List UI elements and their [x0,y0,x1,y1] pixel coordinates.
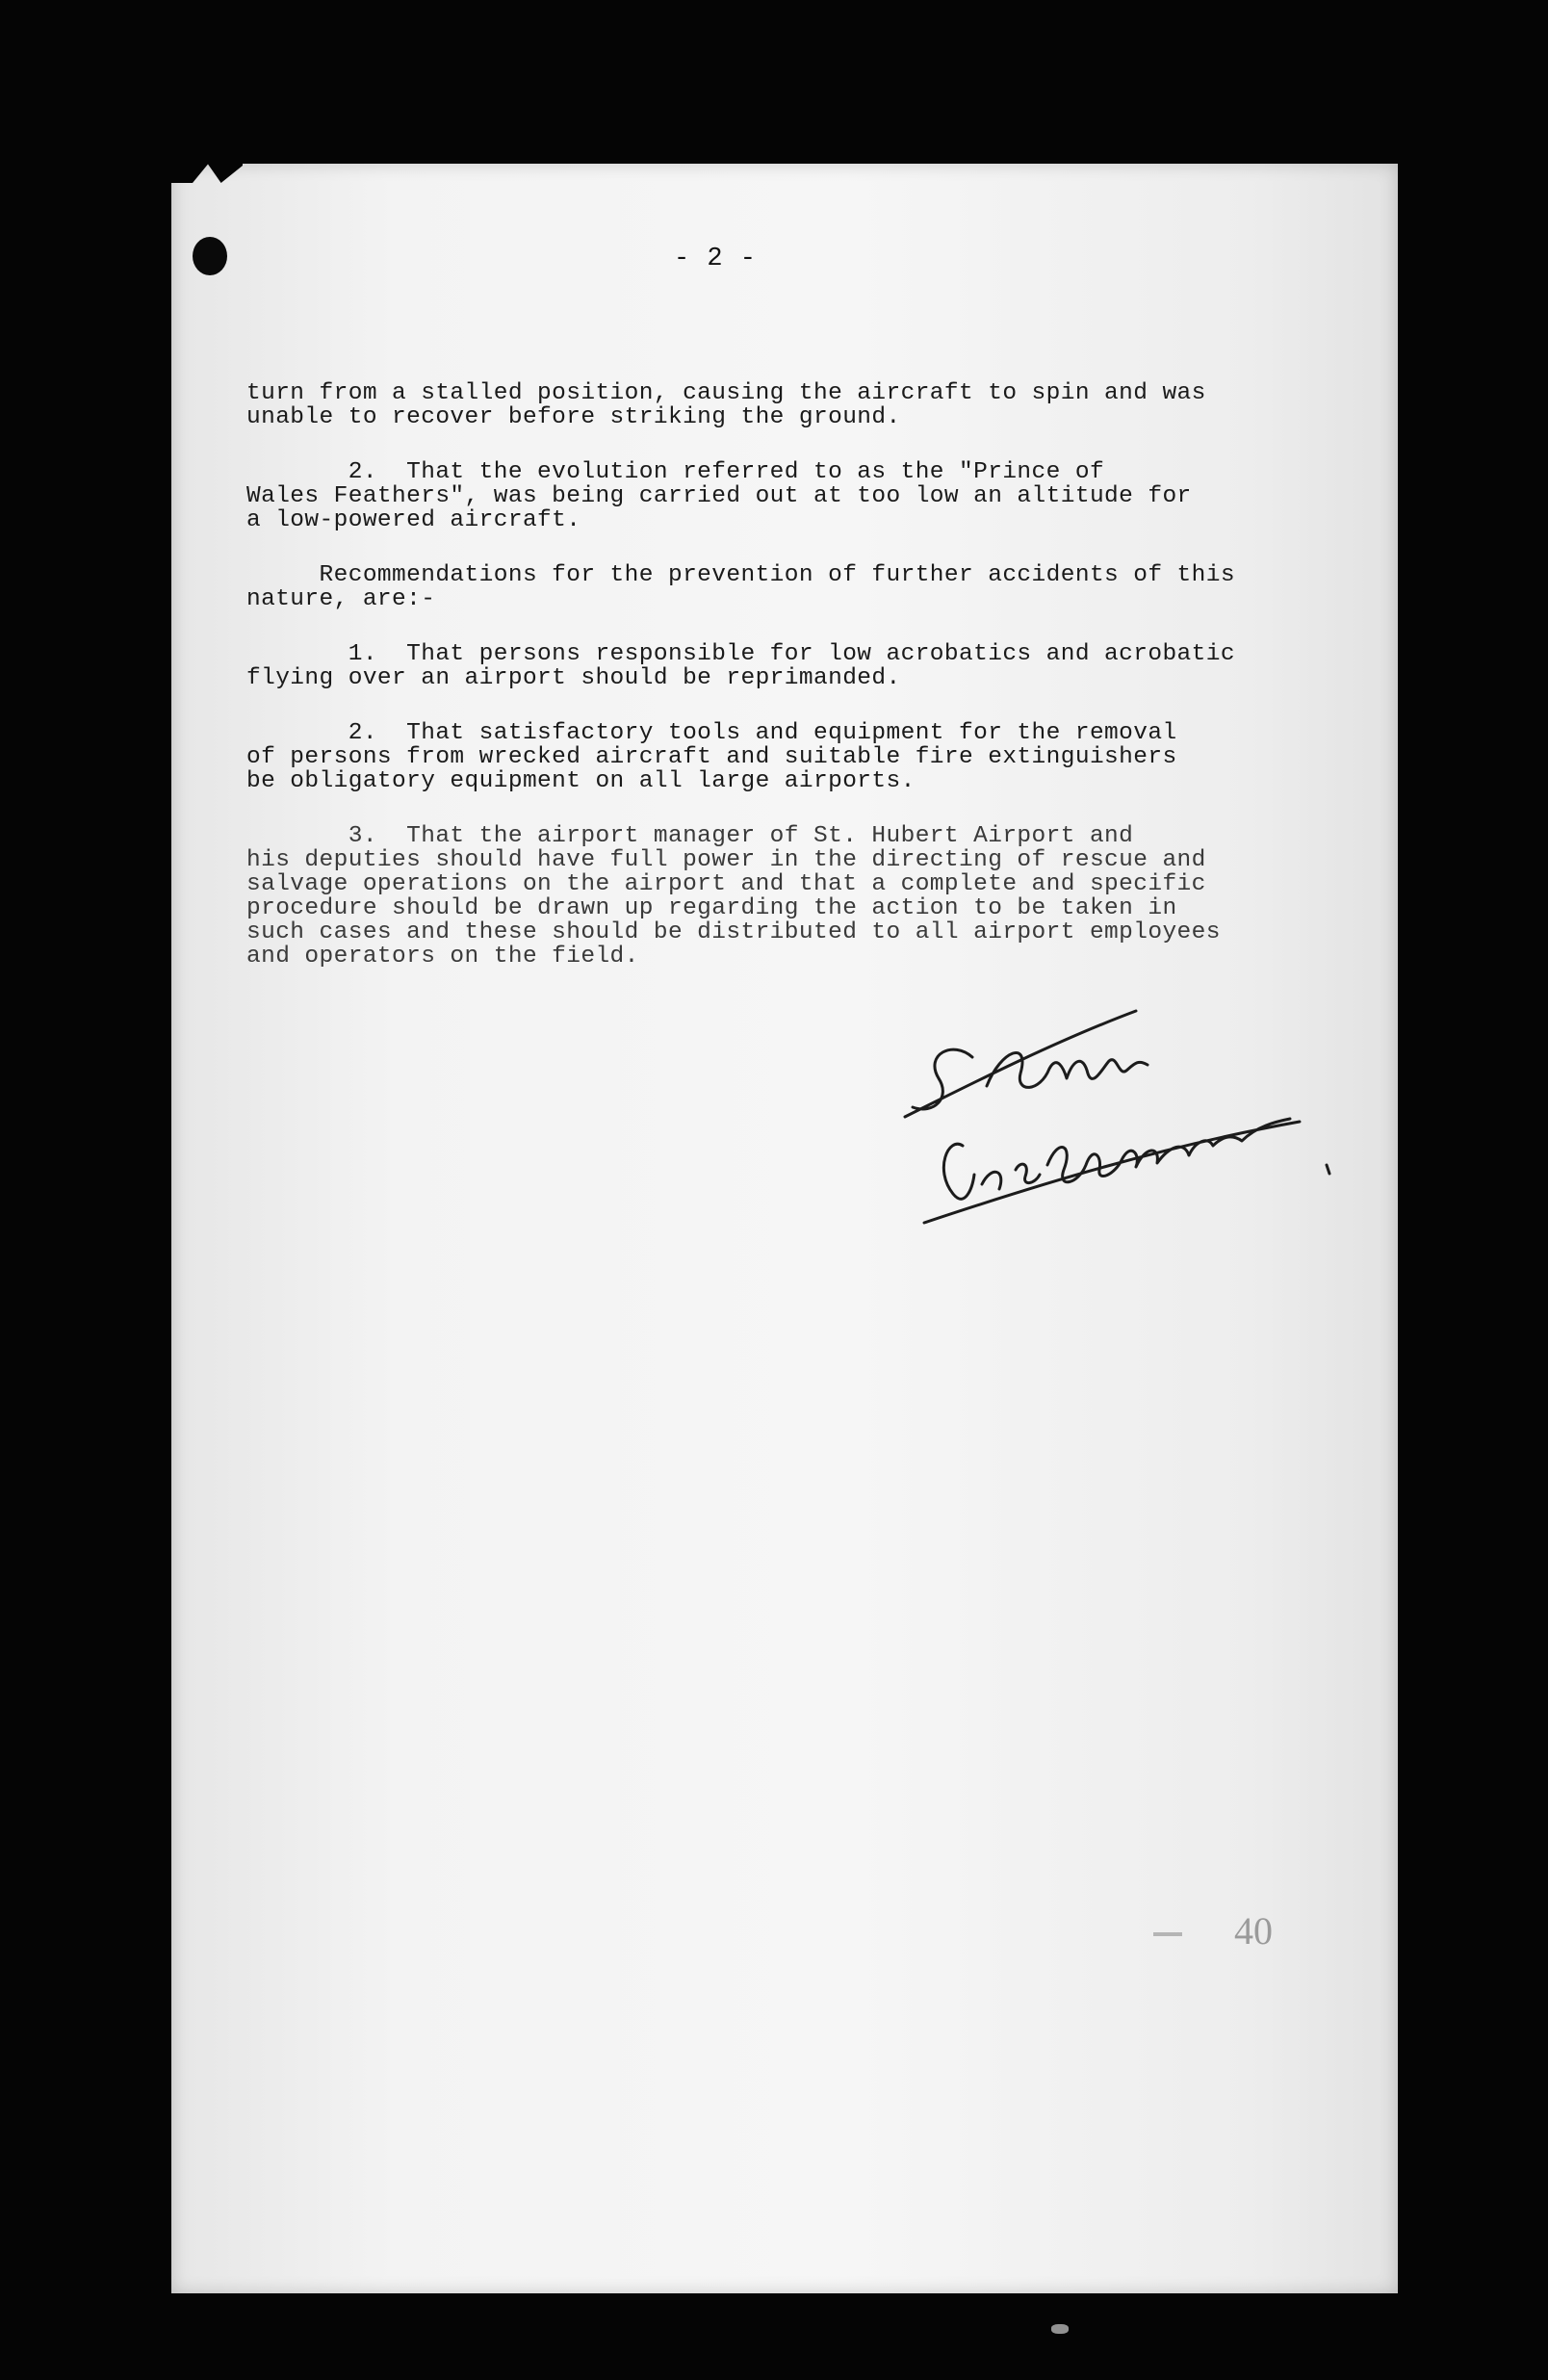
document-body [246,381,1363,999]
paragraph-recommendations-intro: Recommendations for the prevention of further accidents of this nature, are:- [246,562,1235,612]
paragraph-finding-2: 2. That the evolution referred to as the "Prince of Wales Feathers", was being carried out at too low an altitude for a low-powered aircraft. [246,459,1192,533]
signature-graham [905,1011,1148,1117]
punch-hole [193,237,227,275]
scan-artifact [1051,2324,1069,2334]
paragraph-recommendation-2: 2. That satisfactory tools and equipment for the removal of persons from wrecked aircraft and suitable fire extinguishers be obligatory equipment on all large airports. [246,720,1177,794]
page-number: - 2 - [674,245,758,273]
signature-wakeman [924,1119,1300,1223]
paragraph-continuation: turn from a stalled position, causing the aircraft to spin and was unable to recover before striking the ground. [246,380,1206,430]
paragraph-recommendation-1: 1. That persons responsible for low acrobatics and acrobatic flying over an airport should be reprimanded. [246,641,1235,691]
archive-folio-number: 40 [1234,1909,1273,1953]
archive-dash-mark [1153,1932,1182,1936]
signature-block [895,1001,1396,1271]
signature-dot [1327,1165,1329,1174]
paragraph-recommendation-3: 3. That the airport manager of St. Hubert Airport and his deputies should have full power in the directing of rescue and salvage operations on the airport and that a complete and specific procedure should be drawn up regarding the action to be taken in such cases and these should be distributed to all airport employees and operators on the field. [246,823,1221,970]
